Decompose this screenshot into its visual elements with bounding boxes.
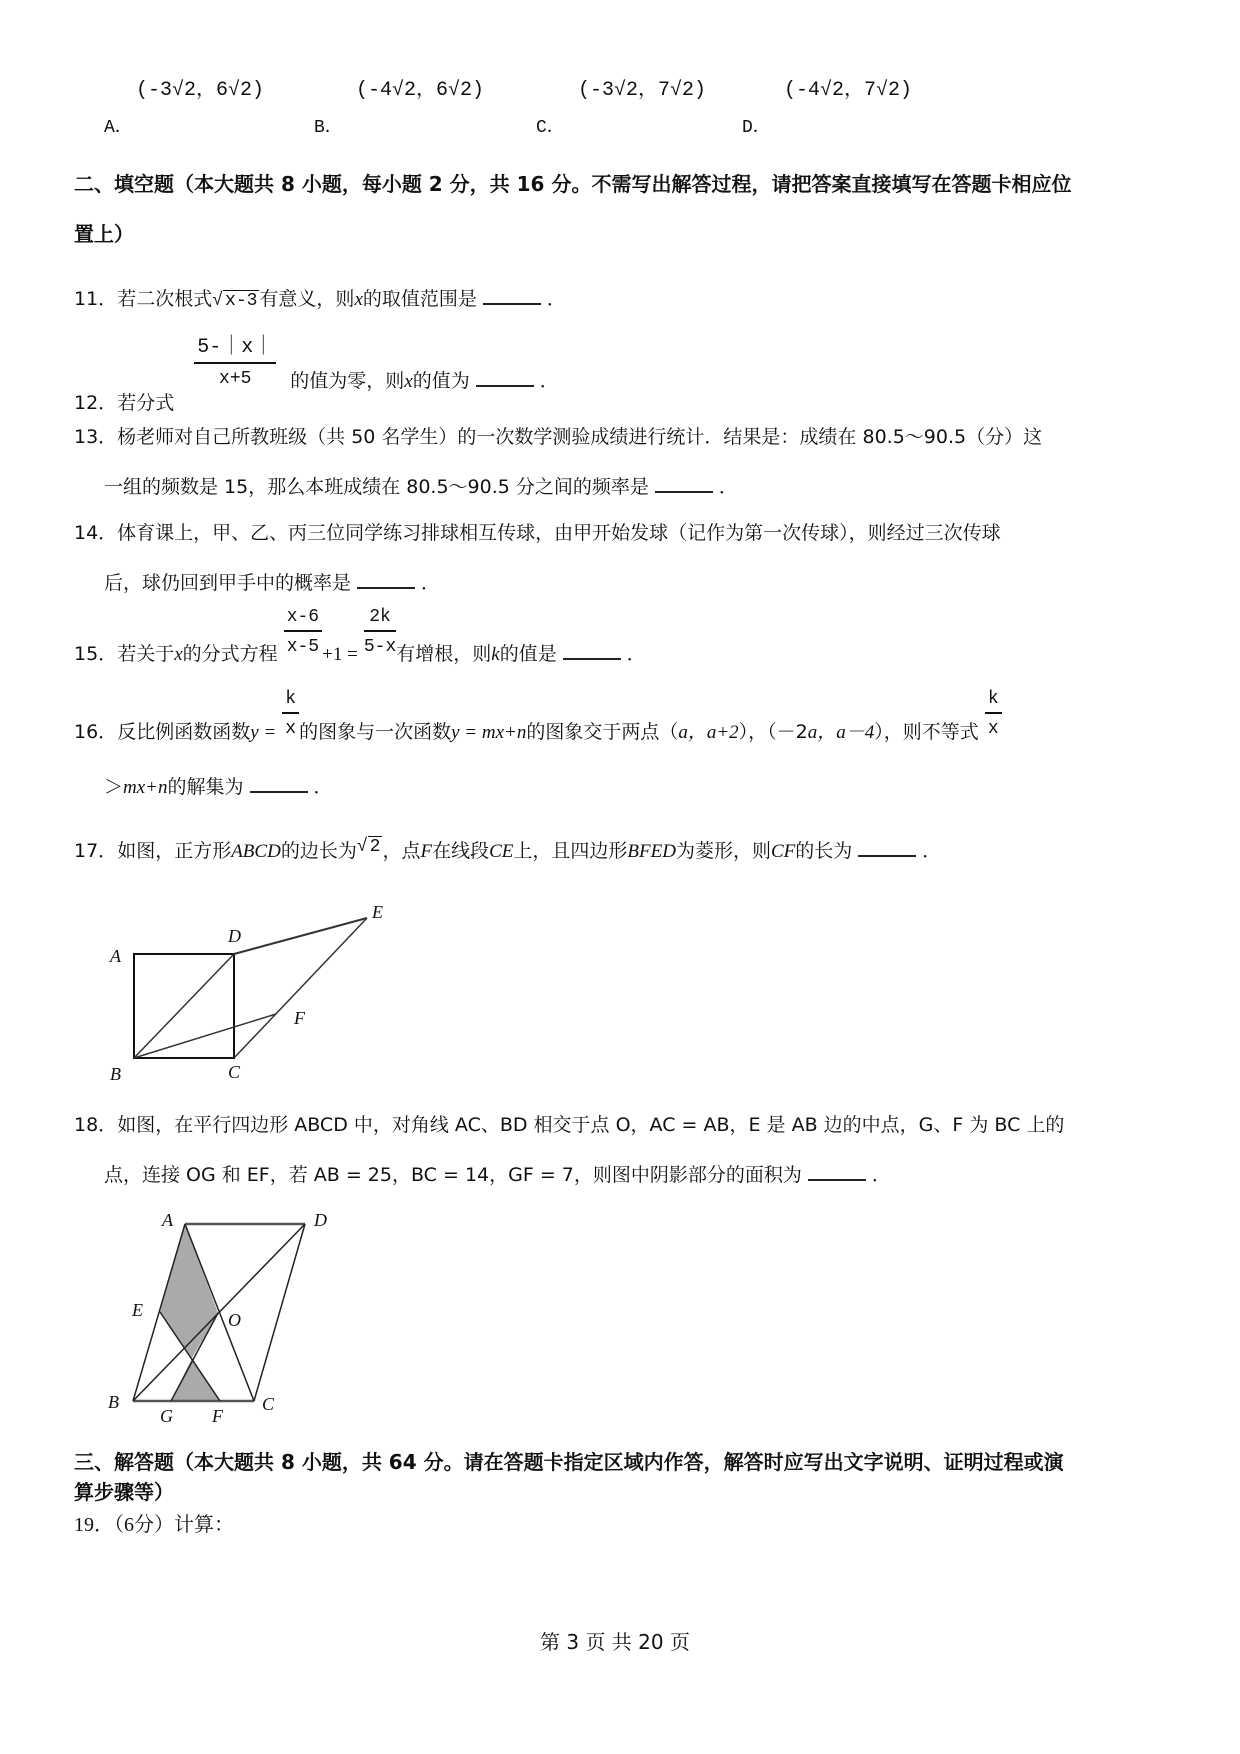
question-16-line2 [104, 772, 333, 799]
question-12 [74, 336, 559, 414]
choice-c-letter: C． [536, 118, 565, 138]
choice-c [536, 79, 707, 138]
choice-d-expr: (-4√2，7√2) [784, 79, 913, 102]
question-13-line2 [104, 472, 738, 499]
choice-b-expr: (-4√2，6√2) [356, 79, 485, 102]
q17-BFED: BFED [627, 841, 676, 862]
q13-text: 一组的频数是 15，那么本班成绩在 80.5～90.5 分之间的频率是 [104, 476, 649, 498]
q11-text-post: 有意义，则 [259, 288, 355, 310]
q17-answer-blank[interactable] [858, 837, 916, 857]
q16-point2: a，a－4 [807, 721, 875, 743]
q16-answer-blank[interactable] [250, 773, 308, 793]
q12-text: 若分式 [117, 391, 175, 414]
q16-expr: mx+n [123, 777, 168, 798]
q11-end: ． [546, 288, 566, 310]
q16-frac-den: x [285, 719, 297, 739]
choice-d [742, 79, 913, 138]
q15-post: 有增根，则 [396, 642, 492, 665]
q12-fraction [194, 338, 276, 388]
q18-number: 18． [74, 1114, 118, 1136]
question-18-line1 [74, 1110, 1064, 1137]
shaded-region-upper [160, 1224, 218, 1358]
fig17-label-c: C [228, 1062, 241, 1082]
q15-tail: 的值是 [499, 642, 557, 665]
q17-radicand: 2 [369, 837, 381, 857]
fig17-label-d: D [228, 926, 241, 946]
question-15 [74, 607, 646, 665]
fig18-label-f: F [212, 1406, 223, 1426]
q12-numerator: 5-｜x｜ [194, 338, 276, 364]
figure-17 [100, 896, 420, 1096]
q18-answer-blank[interactable] [808, 1161, 866, 1181]
question-19: 19．（6分）计算： [74, 1514, 234, 1536]
q11-text: 若二次根式 [117, 288, 213, 310]
q16-fraction [282, 690, 299, 738]
q12-tail: 的值为 [412, 369, 470, 392]
q14-end: ． [421, 572, 441, 594]
q15-answer-blank[interactable] [563, 640, 621, 660]
question-11 [74, 284, 566, 311]
q12-denominator: x+5 [219, 369, 252, 389]
q15-frac1-den: x-5 [286, 637, 320, 657]
q15-frac2-den: 5-x [363, 637, 397, 657]
q16-frac2-den: x [987, 719, 999, 739]
q11-sqrt: √ x-3 [212, 291, 258, 311]
q18-line2-text: 点，连接 OG 和 EF，若 AB = 25，BC = 14，GF = 7，则图中阴影部分的面积为 [104, 1164, 802, 1186]
q16-sep: ），（－2 [738, 720, 808, 743]
q15-mid: 的分式方程 [182, 642, 278, 665]
choice-b-letter: B． [314, 118, 343, 138]
question-14-line2 [104, 568, 440, 595]
section3-heading-line2: 算步骤等） [74, 1480, 174, 1504]
q16-number: 16． [74, 720, 118, 743]
q16-mid3: ），则不等式 [874, 720, 979, 743]
choice-a-letter: A． [104, 118, 133, 138]
fig17-label-b: B [110, 1064, 121, 1084]
fig18-label-d: D [314, 1210, 327, 1230]
fig18-label-e: E [132, 1300, 143, 1320]
q17-end: ． [922, 840, 942, 862]
question-13-line1: 13．杨老师对自己所教班级（共 50 名学生）的一次数学测验成绩进行统计．结果是：成绩在 80.5～90.5（分）这 [74, 426, 1043, 448]
q17-mid1: 的边长为 [280, 840, 357, 862]
fig17-label-a: A [110, 946, 121, 966]
q16-mid2: 的图象交于两点（ [526, 720, 679, 743]
q16-frac2-num: k [985, 690, 1002, 714]
section2-heading-line1: 二、填空题（本大题共 8 小题，每小题 2 分，共 16 分。不需写出解答过程，请把答案直接填写在答题卡相应位 [74, 172, 1072, 196]
q15-frac1-num: x-6 [284, 608, 322, 632]
fig17-label-f: F [294, 1008, 305, 1028]
q14-text: 后，球仍回到甲手中的概率是 [104, 572, 352, 594]
fig18-label-b: B [108, 1392, 119, 1412]
q16-text: 反比例函数函数 [117, 720, 251, 743]
q17-CF: CF [770, 841, 796, 862]
q18-end: ． [871, 1164, 891, 1186]
q18-text: 如图，在平行四边形 ABCD 中，对角线 AC、BD 相交于点 O，AC = AB，E 是 AB 边的中点，G、F 为 BC 上的 [117, 1114, 1065, 1136]
q17-mid3: 在线段 [432, 840, 490, 862]
choice-a-expr: (-3√2，6√2) [136, 79, 265, 102]
q16-mid1: 的图象与一次函数 [299, 720, 452, 743]
q17-mid4: 上，且四边形 [513, 840, 628, 862]
question-17 [74, 836, 941, 863]
fig18-label-o: O [228, 1310, 241, 1330]
q17-CE: CE [489, 841, 514, 862]
choice-d-letter: D． [742, 118, 771, 138]
q17-text: 如图，正方形 [117, 840, 232, 862]
q15-fraction-2 [364, 608, 396, 656]
q12-text-post: 的值为零，则 [290, 369, 405, 392]
q17-tail: 的长为 [795, 840, 853, 862]
q11-answer-blank[interactable] [483, 285, 541, 305]
q17-sqrt: √ 2 [356, 837, 381, 857]
q16-y-eq: y = [250, 721, 277, 743]
q16-linear: y = mx+n [451, 721, 527, 743]
figure-18 [100, 1196, 360, 1426]
q16-frac-num: k [282, 690, 299, 714]
q17-mid5: 为菱形，则 [675, 840, 771, 862]
q12-end: ． [539, 369, 559, 392]
q17-number: 17． [74, 840, 118, 862]
q11-radicand: x-3 [225, 291, 258, 311]
choice-c-expr: (-3√2，7√2) [578, 79, 707, 102]
q15-plus: +1 = [322, 643, 358, 665]
q17-square: ABCD [231, 841, 281, 862]
q16-line2-text: 的解集为 [167, 776, 244, 798]
question-14-line1: 14．体育课上，甲、乙、丙三位同学练习排球相互传球，由甲开始发球（记作为第一次传球），则经过三次传球 [74, 522, 1001, 544]
page-footer: 第 3 页 共 20 页 [540, 1630, 690, 1654]
section2-heading-line2: 置上） [74, 222, 134, 246]
q15-frac2-num: 2k [364, 608, 396, 632]
q16-gt: ＞ [104, 776, 124, 798]
fig18-label-a: A [162, 1210, 173, 1230]
question-16-line1 [74, 689, 1002, 743]
q11-number: 11． [74, 288, 118, 310]
q14-answer-blank[interactable] [357, 569, 415, 589]
q13-end: ． [718, 476, 738, 498]
q16-point1: a，a+2 [678, 721, 739, 743]
q16-end: ． [313, 776, 333, 798]
q15-kvar: k [491, 643, 500, 665]
q15-number: 15． [74, 642, 118, 665]
q15-var: x [174, 643, 183, 665]
fig17-label-e: E [372, 902, 383, 922]
choice-a [104, 79, 265, 138]
section3-heading-line1: 三、解答题（本大题共 8 小题，共 64 分。请在答题卡指定区域内作答，解答时应写出文字说明、证明过程或演 [74, 1450, 1064, 1474]
q11-tail: 的取值范围是 [362, 288, 477, 310]
q17-mid2: ，点 [382, 840, 421, 862]
choice-b [314, 79, 485, 138]
fig18-label-c: C [262, 1394, 275, 1414]
q12-number: 12． [74, 391, 118, 414]
figure-17-diagram [100, 896, 420, 1096]
q16-fraction-2 [985, 690, 1002, 738]
question-18-line2 [104, 1160, 891, 1187]
q12-var: x [404, 370, 413, 392]
q17-F: F [420, 841, 433, 862]
fig18-label-g: G [160, 1406, 173, 1426]
q12-answer-blank[interactable] [476, 367, 534, 387]
q15-fraction-1 [284, 608, 322, 656]
q15-text: 若关于 [117, 642, 175, 665]
q11-var: x [354, 289, 363, 310]
q15-end: ． [626, 642, 646, 665]
q13-answer-blank[interactable] [655, 473, 713, 493]
